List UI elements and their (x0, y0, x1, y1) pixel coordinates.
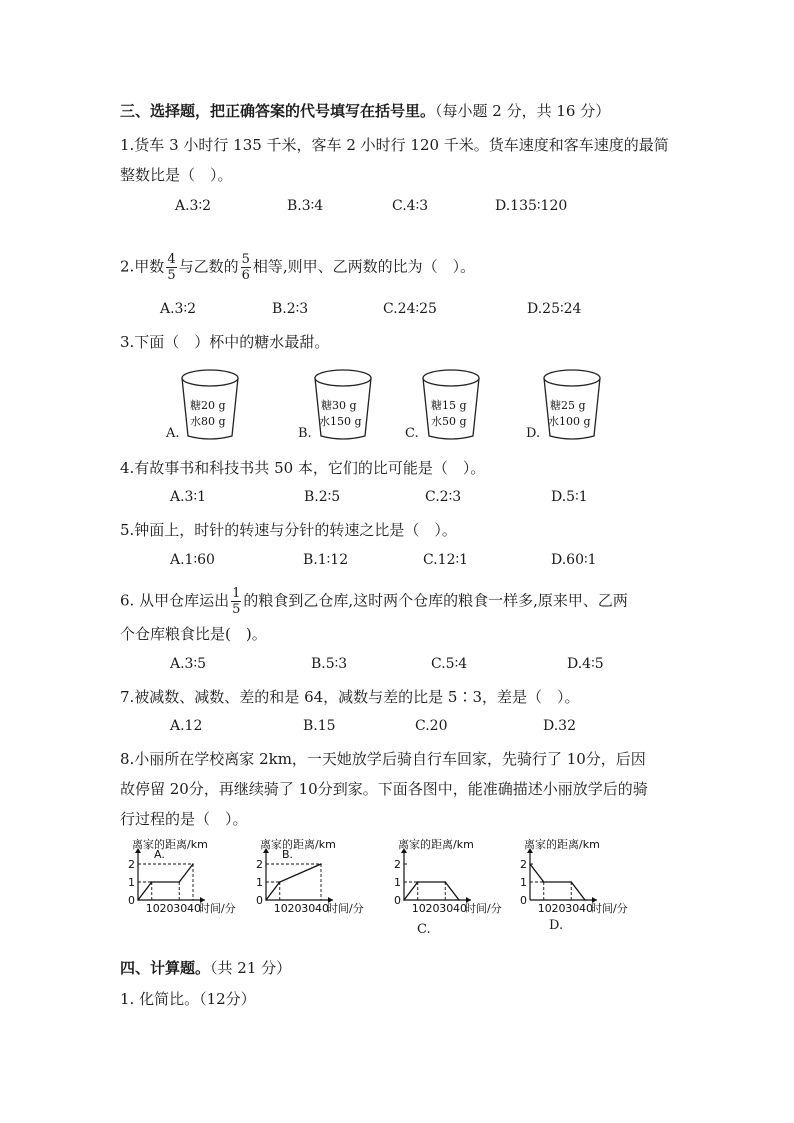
section4-title: 四、计算题。 (120, 959, 211, 977)
q6-frac-numerator: 1 (232, 586, 241, 601)
q1-option-b: B.3∶4 (287, 198, 324, 214)
data-point (137, 899, 139, 901)
x-tick-label: 20 (425, 902, 440, 915)
q1-line1: 1.货车 3 小时行 135 千米，客车 2 小时行 120 千米。货车速度和客车速度的最简 (120, 136, 669, 154)
q6-option-c: C.5∶4 (431, 656, 468, 672)
q3-cup-b-sugar: 糖30 g (321, 399, 357, 412)
x-tick-label: 30 (565, 902, 580, 915)
data-point (178, 881, 180, 883)
q3-cup-b-water: 水150 g (319, 415, 362, 428)
section4-item1: 1. 化简比。（12分） (120, 990, 256, 1008)
q3-cup-c (419, 366, 483, 442)
q2-line (120, 252, 475, 283)
data-line (530, 864, 585, 900)
graph-option-label: B. (282, 848, 294, 861)
q6-fraction (231, 586, 241, 617)
data-point (403, 899, 405, 901)
q3-cup-a-water: 水80 g (190, 415, 226, 428)
data-point (279, 881, 281, 883)
q3-cup-a (178, 366, 242, 442)
q2-fraction-2 (241, 252, 251, 283)
q6-line2: 个仓库粮食比是( )。 (120, 625, 267, 643)
q6-option-a: A.3∶5 (170, 656, 207, 672)
y-tick-label: 0 (394, 894, 401, 907)
y-tick-label: 2 (520, 858, 527, 871)
q4-option-a: A.3∶1 (170, 489, 207, 505)
y-tick-label: 1 (394, 876, 401, 889)
graph-option-label: A. (154, 848, 165, 861)
data-point (570, 881, 572, 883)
q1-option-a: A.3∶2 (175, 198, 212, 214)
q3-cup-b (311, 366, 375, 442)
q6-option-d: D.4∶5 (567, 656, 604, 672)
q6-suffix: 的粮食到乙仓库,这时两个仓库的粮食一样多,原来甲、乙两 (243, 591, 628, 610)
data-line (404, 882, 459, 900)
q8-line3: 行过程的是（ ）。 (120, 810, 248, 828)
data-point (458, 899, 460, 901)
q7-option-c: C.20 (415, 718, 448, 734)
q3-cup-a-sugar: 糖20 g (190, 399, 226, 412)
q7-text: 7.被减数、减数、差的和是 64，减数与差的比是 5∶3，差是（ ）。 (120, 688, 580, 706)
q2-frac1-numerator: 4 (167, 252, 176, 267)
data-point (151, 881, 153, 883)
q2-fraction-1 (166, 252, 176, 283)
q3-cup-c-sugar: 糖15 g (431, 399, 467, 412)
q3-text: 3.下面（ ）杯中的糖水最甜。 (120, 333, 330, 351)
q4-text: 4.有故事书和科技书共 50 本，它们的比可能是（ ）。 (120, 459, 486, 477)
x-tick-label: 30 (301, 902, 316, 915)
graph-title: 离家的距离/km (398, 838, 474, 851)
q3-cup-c-water: 水50 g (431, 415, 467, 428)
y-tick-label: 1 (256, 876, 263, 889)
q4-option-c: C.2∶3 (425, 489, 462, 505)
data-point (192, 863, 194, 865)
q5-option-c: C.12∶1 (423, 552, 469, 568)
q1-option-d: D.135∶120 (495, 198, 568, 214)
data-point (529, 863, 531, 865)
data-point (265, 899, 267, 901)
y-tick-label: 2 (394, 858, 401, 871)
y-tick-label: 2 (256, 858, 263, 871)
data-line (138, 864, 193, 900)
x-axis-label: 时间/分 (199, 902, 236, 915)
section4-note: （共 21 分） (210, 959, 292, 977)
q8-graph-b (240, 836, 388, 920)
q7-option-a: A.12 (170, 718, 203, 734)
graph-title: 离家的距离/km (524, 838, 600, 851)
q6-option-b: B.5∶3 (311, 656, 348, 672)
q8-line1: 8.小丽所在学校离家 2km，一天她放学后骑自行车回家，先骑行了 10分，后因 (120, 750, 646, 768)
q8-line2: 故停留 20分，再继续骑了 10分到家。下面各图中，能准确描述小丽放学后的骑 (120, 780, 648, 798)
q6-frac-denominator: 5 (232, 602, 241, 617)
graph-title: 离家的距离/km (260, 838, 336, 851)
x-axis-label: 时间/分 (327, 902, 364, 915)
y-tick-label: 0 (520, 894, 527, 907)
x-tick-label: 10 (537, 902, 552, 915)
x-tick-label: 10 (145, 902, 160, 915)
x-tick-label: 10 (273, 902, 288, 915)
q3-cup-c-label: C. (405, 426, 419, 441)
y-tick-label: 0 (256, 894, 263, 907)
x-tick-label: 30 (439, 902, 454, 915)
q5-option-b: B.1∶12 (303, 552, 349, 568)
x-tick-label: 20 (159, 902, 174, 915)
q3-cup-a-label: A. (166, 426, 180, 441)
x-tick-label: 40 (315, 902, 329, 915)
q3-cup-d-water: 水100 g (548, 415, 591, 428)
section4-heading (120, 957, 291, 978)
q3-cup-d-sugar: 糖25 g (550, 399, 586, 412)
q5-option-a: A.1∶60 (170, 552, 215, 568)
q2-option-a: A.3∶2 (160, 301, 197, 317)
x-tick-label: 40 (453, 902, 467, 915)
section3-title: 三、选择题，把正确答案的代号填写在括号里。 (120, 102, 436, 120)
data-point (584, 899, 586, 901)
q1-line2: 整数比是（ ）。 (120, 166, 233, 184)
q4-option-d: D.5∶1 (551, 489, 588, 505)
section3-heading (120, 100, 610, 121)
q2-frac1-denominator: 5 (167, 268, 176, 283)
q7-option-d: D.32 (543, 718, 576, 734)
q5-option-d: D.60∶1 (551, 552, 597, 568)
y-tick-label: 0 (128, 894, 135, 907)
section3-note: （每小题 2 分，共 16 分） (435, 102, 611, 120)
q8-graph-c-label: C. (417, 922, 431, 937)
x-tick-label: 40 (579, 902, 593, 915)
data-point (320, 863, 322, 865)
q6-line1 (120, 586, 628, 617)
x-tick-label: 40 (187, 902, 201, 915)
q8-graph-d (504, 836, 652, 920)
data-point (417, 881, 419, 883)
q1-option-c: C.4∶3 (392, 198, 429, 214)
y-tick-label: 1 (520, 876, 527, 889)
graph-title: 离家的距离/km (132, 838, 208, 851)
y-tick-label: 2 (128, 858, 135, 871)
q8-graph-d-label: D. (549, 918, 564, 933)
q6-prefix: 6. 从甲仓库运出 (120, 591, 230, 610)
q7-option-b: B.15 (303, 718, 336, 734)
data-point (543, 881, 545, 883)
q8-graph-a (112, 836, 244, 920)
x-axis-label: 时间/分 (591, 902, 628, 915)
q2-suffix: 相等,则甲、乙两数的比为（ ）。 (252, 257, 476, 276)
q3-cup-d-label: D. (526, 426, 541, 441)
x-axis-label: 时间/分 (465, 902, 502, 915)
q4-option-b: B.2∶5 (304, 489, 341, 505)
q2-option-b: B.2∶3 (272, 301, 309, 317)
q5-text: 5.钟面上，时针的转速与分针的转速之比是（ ）。 (120, 521, 457, 539)
q2-option-c: C.24∶25 (383, 301, 437, 317)
data-line (266, 864, 321, 900)
data-point (444, 881, 446, 883)
x-tick-label: 20 (551, 902, 566, 915)
q3-cup-d (540, 366, 604, 442)
q2-option-d: D.25∶24 (527, 301, 582, 317)
x-tick-label: 30 (173, 902, 188, 915)
q2-prefix: 2.甲数 (120, 257, 165, 276)
y-tick-label: 1 (128, 876, 135, 889)
q2-frac2-denominator: 6 (241, 268, 250, 283)
q2-middle: 与乙数的 (178, 257, 239, 276)
x-tick-label: 20 (287, 902, 302, 915)
q2-frac2-numerator: 5 (241, 252, 250, 267)
x-tick-label: 10 (411, 902, 426, 915)
q3-cup-b-label: B. (298, 426, 312, 441)
